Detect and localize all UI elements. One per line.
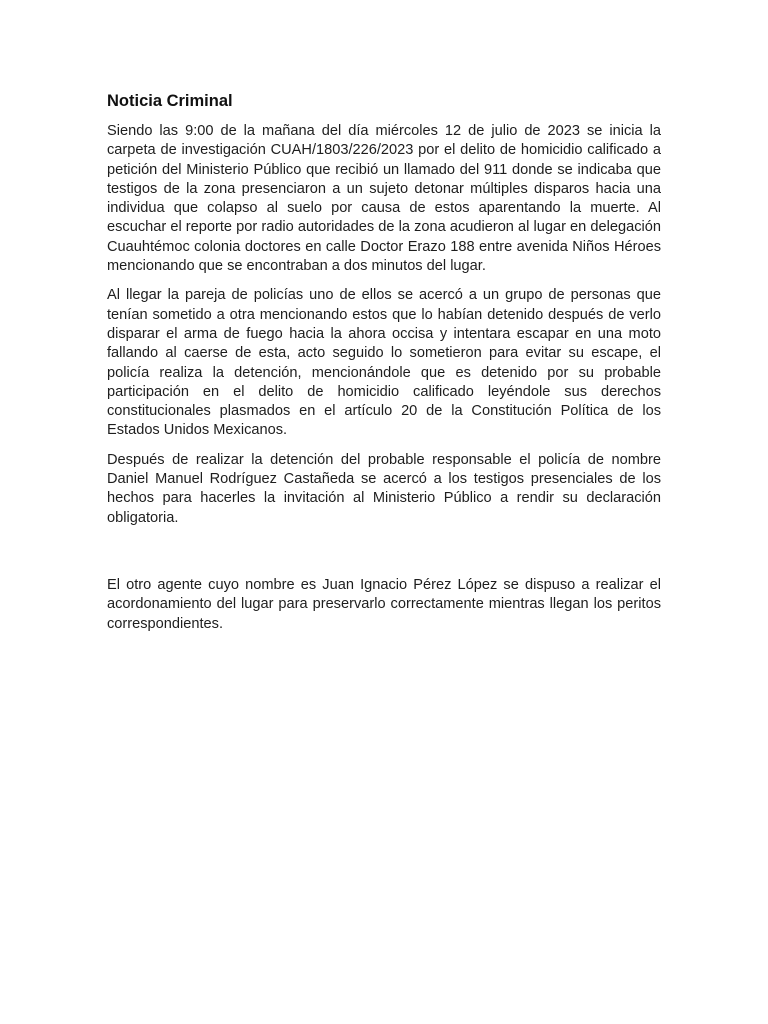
paragraph-detencion: Al llegar la pareja de policías uno de ellos se acercó a un grupo de personas que tenían sometido a otra mencionando estos que lo habían detenido después de verlo disparar el arma de fuego hacia la ahora occisa y intentara escapar en una moto fallando al caerse de esta, acto seguido lo sometieron para evitar su escape, el policía realiza la detención, mencionándole que es detenido por su probable participación en el delito de homicidio calificado leyéndole sus derechos constitucionales plasmados en el artículo 20 de la Constitución Política de los Estados Unidos Mexicanos. [107,287,661,439]
paragraph-spacer [107,538,661,576]
paragraph-inicio: Siendo las 9:00 de la mañana del día miércoles 12 de julio de 2023 se inicia la carpeta de investigación CUAH/1803/226/2023 por el delito de homicidio calificado a petición del Ministerio Público que recibió un llamado del 911 donde se indicaba que testigos de la zona presenciaron a un sujeto detonar múltiples disparos hacia una individua que colapso al suelo por causa de estos aparentando la muerte. Al escuchar el reporte por radio autoridades de la zona acudieron al lugar en delegación Cuauhtémoc colonia doctores en calle Doctor Erazo 188 entre avenida Niños Héroes mencionando que se encontraban a dos minutos del lugar. [107,123,661,275]
paragraph-testigos: Después de realizar la detención del probable responsable el policía de nombre Daniel Manuel Rodríguez Castañeda se acercó a los testigos presenciales de los hechos para hacerles la invitación al Ministerio Público a rendir su declaración obligatoria. [107,451,661,526]
document-page [107,90,661,644]
paragraph-acordonamiento: El otro agente cuyo nombre es Juan Ignacio Pérez López se dispuso a realizar el acordonamiento del lugar para preservarlo correctamente mientras llegan los peritos correspondientes. [107,576,661,632]
document-title: Noticia Criminal [107,92,233,110]
